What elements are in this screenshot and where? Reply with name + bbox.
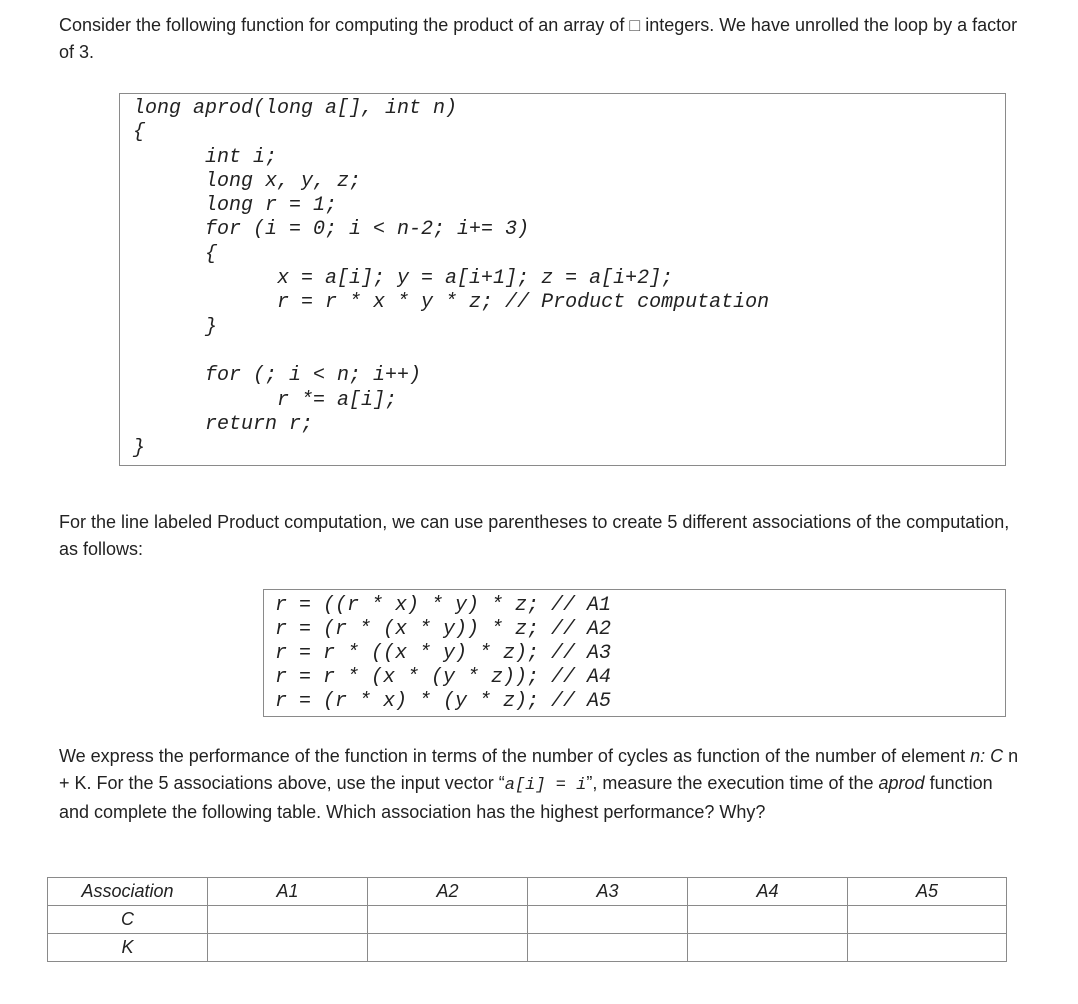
cell-c-a3[interactable]	[528, 906, 688, 934]
question-text: n + K. For the 5 associations above, use the input vector “	[59, 746, 1019, 793]
question-paragraph	[59, 743, 1019, 826]
cell-k-a4[interactable]	[688, 934, 848, 962]
header-a2: A2	[368, 878, 528, 906]
code-line: x = a[i]; y = a[i+1]; z = a[i+2];	[133, 267, 674, 291]
table-header-row	[48, 878, 1007, 906]
code-line: long r = 1;	[133, 194, 338, 218]
cell-c-a5[interactable]	[848, 906, 1007, 934]
intro-text-start: Consider the following function for computing the product of an array of	[59, 15, 630, 35]
code-line: long x, y, z;	[133, 169, 362, 193]
association-line-a1: r = ((r * x) * y) * z; // A1	[275, 594, 612, 617]
code-listing-box	[119, 93, 1006, 466]
association-line-a4: r = r * (x * (y * z)); // A4	[275, 666, 612, 689]
cell-k-a5[interactable]	[848, 934, 1007, 962]
table-row-k	[48, 934, 1007, 962]
intro-paragraph	[59, 12, 1019, 66]
header-a4: A4	[688, 878, 848, 906]
function-name: aprod	[878, 773, 925, 793]
cell-k-a2[interactable]	[368, 934, 528, 962]
code-line: }	[133, 315, 218, 339]
association-line-a3: r = r * ((x * y) * z); // A3	[275, 642, 612, 665]
row-label-k: K	[48, 934, 208, 962]
code-line: r = r * x * y * z; // Product computation	[133, 291, 770, 315]
code-line: {	[133, 121, 146, 145]
input-vector-code: a[i] = i	[504, 776, 587, 795]
associations-box	[263, 589, 1006, 717]
cell-c-a4[interactable]	[688, 906, 848, 934]
question-formula: n: C	[970, 746, 1004, 766]
code-line: r *= a[i];	[133, 388, 398, 412]
code-line: int i;	[133, 145, 278, 169]
intro-text-end: integers. We have unrolled the loop by a factor of 3.	[59, 15, 1018, 62]
cell-c-a1[interactable]	[208, 906, 368, 934]
associations-listing	[275, 594, 611, 714]
question-text: ”, measure the execution time of the	[586, 773, 879, 793]
code-line: {	[133, 242, 218, 266]
question-text: function and complete the following table. Which association has the highest performance? Why?	[59, 773, 993, 822]
code-line: for (; i < n; i++)	[133, 364, 422, 388]
code-line: for (i = 0; i < n-2; i+= 3)	[133, 218, 530, 242]
association-line-a2: r = (r * (x * y)) * z; // A2	[275, 618, 612, 641]
table-row-c	[48, 906, 1007, 934]
missing-glyph-icon: □	[629, 15, 641, 35]
associations-intro: For the line labeled Product computation, we can use parentheses to create 5 different associations of the computation, as follows:	[59, 512, 1010, 559]
question-text: We express the performance of the function in terms of the number of cycles as function of the number of element	[59, 746, 971, 766]
row-label-c: C	[48, 906, 208, 934]
header-association: Association	[48, 878, 208, 906]
cell-c-a2[interactable]	[368, 906, 528, 934]
cell-k-a3[interactable]	[528, 934, 688, 962]
header-a1: A1	[208, 878, 368, 906]
cell-k-a1[interactable]	[208, 934, 368, 962]
code-line: return r;	[133, 412, 314, 436]
performance-table	[47, 877, 1007, 962]
code-listing	[133, 97, 769, 461]
code-line: }	[133, 437, 146, 461]
header-a5: A5	[848, 878, 1007, 906]
header-a3: A3	[528, 878, 688, 906]
association-line-a5: r = (r * x) * (y * z); // A5	[275, 690, 612, 713]
code-line: long aprod(long a[], int n)	[133, 97, 458, 120]
